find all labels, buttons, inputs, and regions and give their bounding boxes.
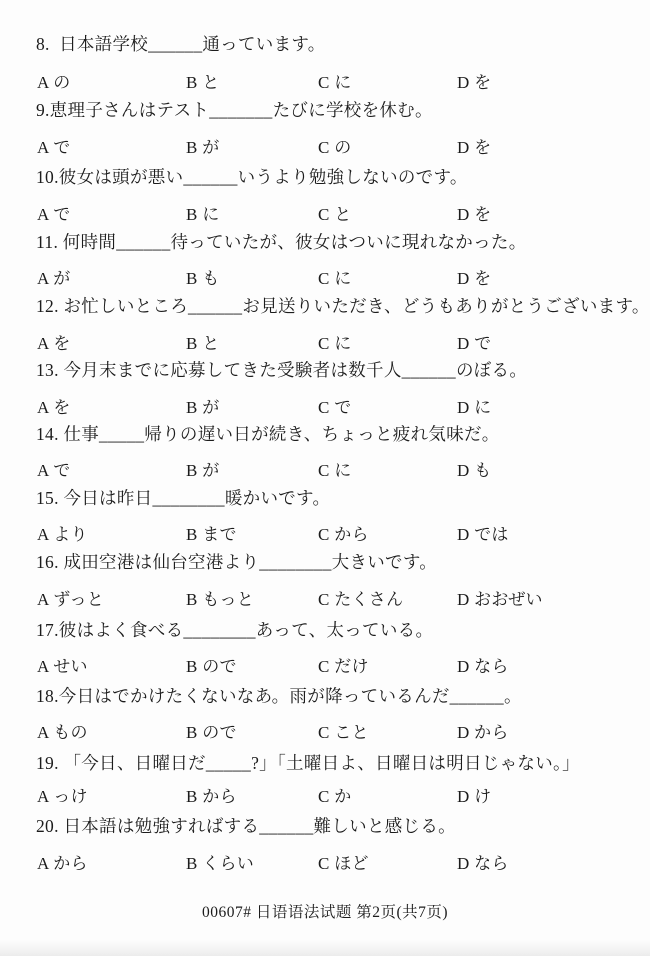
option-a: A ずっと — [37, 590, 105, 609]
question-line-19: 19. 「今日、日曜日だ_____?」「土曜日よ、日曜日は明日じゃない。」 — [36, 753, 580, 773]
option-c: C の — [318, 138, 352, 157]
question-line-15: 15. 今日は昨日________暖かいです。 — [36, 488, 331, 508]
option-a: A から — [37, 854, 88, 873]
option-d: D を — [457, 269, 492, 288]
option-b: B まで — [186, 525, 237, 544]
option-d: D なら — [457, 854, 509, 873]
options-row-16 — [0, 585, 650, 607]
option-b: B も — [186, 269, 220, 288]
page-footer: 00607# 日语语法试题 第2页(共7页) — [201, 904, 449, 921]
question-line-13: 13. 今月末までに応募してきた受験者は数千人______のぼる。 — [36, 360, 528, 380]
option-a: A で — [37, 205, 71, 224]
option-d: D を — [457, 138, 492, 157]
question-line-17: 17.彼はよく食べる________あって、太っている。 — [36, 620, 434, 640]
question-line-11: 11. 何時間______待っていたが、彼女はついに現れなかった。 — [36, 232, 527, 252]
option-d: D に — [457, 398, 492, 417]
question-line-18: 18.今日はでかけたくないなあ。雨が降っているんだ______。 — [36, 686, 522, 706]
option-b: B から — [186, 787, 237, 806]
option-a: A もの — [37, 723, 88, 742]
option-c: C たくさん — [318, 590, 404, 609]
option-b: B と — [186, 73, 220, 92]
option-b: B もっと — [186, 590, 255, 609]
option-a: A を — [37, 334, 71, 353]
option-d: D け — [457, 787, 492, 806]
option-d: D では — [457, 525, 509, 544]
option-b: B が — [186, 461, 220, 480]
option-c: C だけ — [318, 657, 369, 676]
question-line-9: 9.恵理子さんはテスト_______たびに学校を休む。 — [36, 100, 433, 120]
options-row-14 — [0, 456, 650, 478]
option-c: C に — [318, 334, 352, 353]
options-row-9 — [0, 133, 650, 155]
option-a: A を — [37, 398, 71, 417]
options-row-10 — [0, 200, 650, 222]
option-d: D を — [457, 73, 492, 92]
option-b: B くらい — [186, 854, 255, 873]
options-row-8 — [0, 68, 650, 90]
option-c: C こと — [318, 723, 369, 742]
options-row-12 — [0, 329, 650, 351]
option-b: B ので — [186, 657, 237, 676]
option-a: A が — [37, 269, 71, 288]
option-d: D なら — [457, 657, 509, 676]
option-c: C で — [318, 398, 352, 417]
options-row-17 — [0, 652, 650, 674]
option-a: A より — [37, 525, 88, 544]
option-c: C に — [318, 73, 352, 92]
question-line-20: 20. 日本語は勉強すればする______難しいと感じる。 — [36, 816, 456, 836]
option-b: B と — [186, 334, 220, 353]
option-d: D で — [457, 334, 492, 353]
option-d: D を — [457, 205, 492, 224]
option-a: A で — [37, 461, 71, 480]
option-c: C に — [318, 269, 352, 288]
options-row-20 — [0, 849, 650, 871]
option-d: D から — [457, 723, 509, 742]
option-c: C に — [318, 461, 352, 480]
option-c: C から — [318, 525, 369, 544]
option-b: B が — [186, 138, 220, 157]
question-line-16: 16. 成田空港は仙台空港より________大きいです。 — [36, 552, 438, 572]
question-line-8: 8. 日本語学校______通っています。 — [36, 34, 326, 54]
question-line-12: 12. お忙しいところ______お見送りいただき、どうもありがとうございます。 — [36, 296, 650, 316]
option-b: B が — [186, 398, 220, 417]
option-a: A の — [37, 73, 71, 92]
option-d: D おおぜい — [457, 590, 543, 609]
option-a: A っけ — [37, 787, 88, 806]
options-row-15 — [0, 520, 650, 542]
option-a: A せい — [37, 657, 88, 676]
option-c: C か — [318, 787, 352, 806]
option-c: C ほど — [318, 854, 369, 873]
options-row-19 — [0, 782, 650, 804]
option-b: B ので — [186, 723, 237, 742]
question-line-14: 14. 仕事_____帰りの遅い日が続き、ちょっと疲れ気味だ。 — [36, 424, 500, 444]
option-b: B に — [186, 205, 220, 224]
question-line-10: 10.彼女は頭が悪い______いうより勉強しないのです。 — [36, 167, 468, 187]
options-row-11 — [0, 264, 650, 286]
option-c: C と — [318, 205, 352, 224]
option-d: D も — [457, 461, 492, 480]
options-row-18 — [0, 718, 650, 740]
option-a: A で — [37, 138, 71, 157]
scan-edge-shading — [0, 940, 650, 956]
options-row-13 — [0, 393, 650, 415]
